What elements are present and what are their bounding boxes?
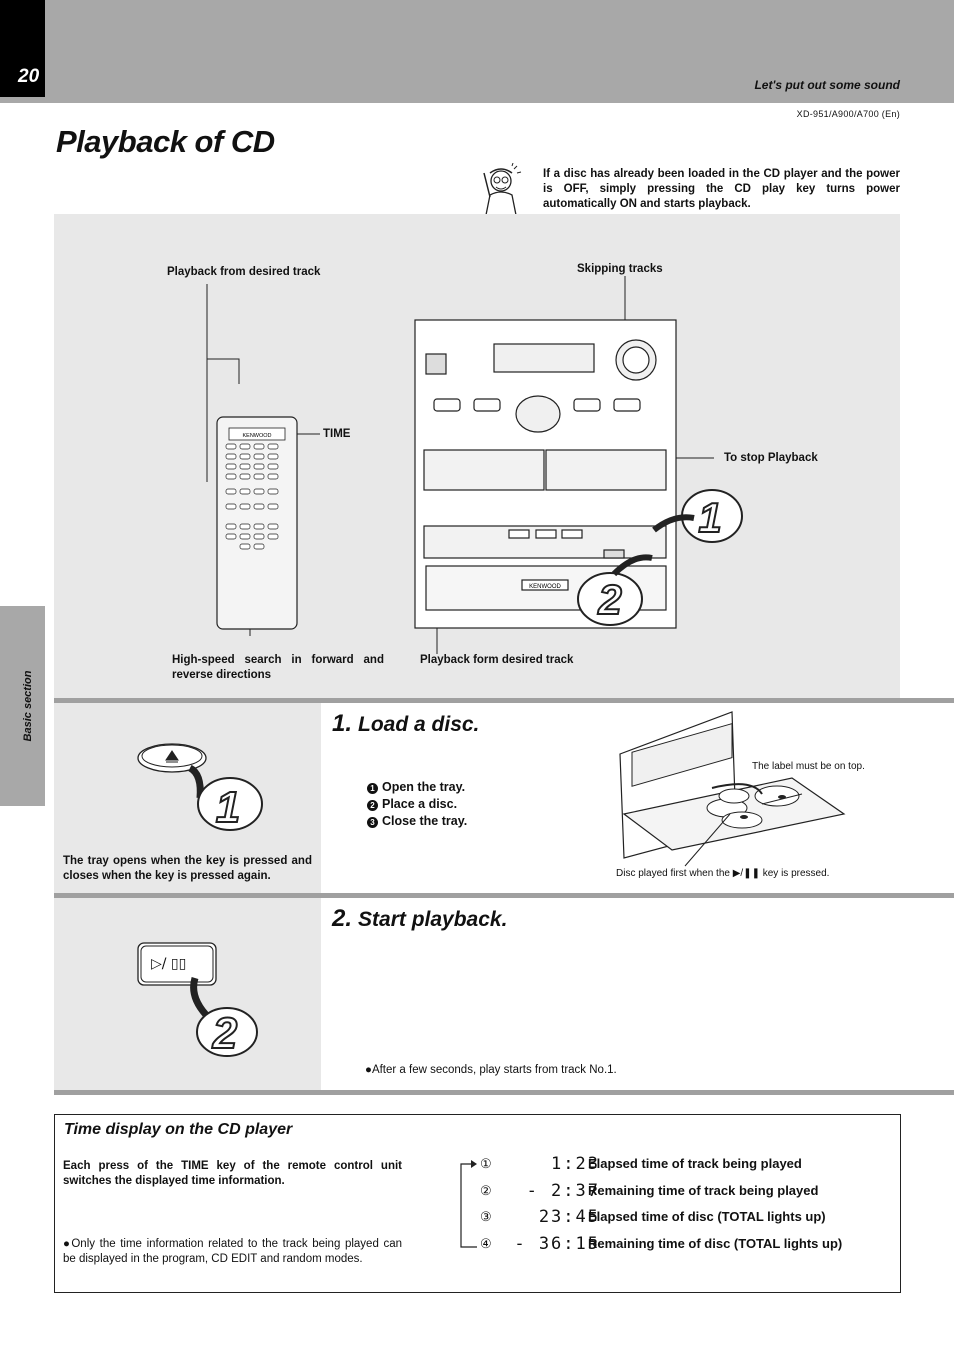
- callout-high-speed-search: High-speed search in forward and reverse directions: [172, 654, 384, 681]
- disc-tray-illustration: [612, 708, 902, 868]
- page-number: 20: [18, 66, 40, 87]
- page-title: Playback of CD: [56, 124, 275, 159]
- callout-playback-from-track: Playback from desired track: [167, 266, 321, 278]
- time-row: ③ 23:45 Elapsed time of disc (TOTAL lights up): [480, 1207, 826, 1227]
- callout-skipping-tracks: Skipping tracks: [577, 263, 663, 275]
- tray-caption: The tray opens when the key is pressed and closes when the key is pressed again.: [63, 855, 312, 882]
- step2-title: [332, 905, 507, 933]
- step1-title-text: Load a disc.: [358, 713, 480, 736]
- character-icon: [470, 163, 532, 215]
- list-item: 3 Close the tray.: [367, 813, 467, 830]
- diagram-panel: [54, 214, 900, 699]
- svg-text:2: 2: [598, 576, 622, 623]
- callout-playback-form: Playback form desired track: [420, 654, 574, 666]
- divider: [54, 1090, 954, 1095]
- time-row: ② - 2:37 Remaining time of track being played: [480, 1181, 819, 1201]
- side-section-label: Basic section: [22, 670, 34, 742]
- svg-text:KENWOOD: KENWOOD: [529, 584, 561, 590]
- label-on-top-note: The label must be on top.: [752, 761, 865, 772]
- step2-title-text: Start playback.: [358, 908, 508, 931]
- time-display-note: ●Only the time information related to the track being played can be displayed in the program, CD EDIT and random modes.: [63, 1238, 402, 1265]
- svg-text:1: 1: [698, 494, 722, 541]
- svg-text:KENWOOD: KENWOOD: [242, 433, 272, 439]
- power-note: If a disc has already been loaded in the CD player and the power is OFF, simply pressing the CD play key turns power automatically ON and starts playback.: [543, 168, 900, 210]
- list-item: 1 Open the tray.: [367, 779, 467, 796]
- step1-title: [332, 710, 479, 738]
- svg-text:2: 2: [212, 1009, 238, 1058]
- section-title: Let's put out some sound: [754, 78, 900, 92]
- time-row: ① 1:23 Elapsed time of track being played: [480, 1154, 802, 1174]
- cycle-arrow: [457, 1159, 481, 1251]
- callout-to-stop: To stop Playback: [724, 452, 818, 464]
- time-display-description: Each press of the TIME key of the remote control unit switches the displayed time information.: [63, 1160, 402, 1187]
- step1-number: 1.: [332, 710, 353, 737]
- play-pause-icon: ▷/ ▯▯: [151, 956, 187, 972]
- model-number: XD-951/A900/A700 (En): [796, 109, 900, 119]
- list-item: 2 Place a disc.: [367, 796, 467, 813]
- playback-note: ●After a few seconds, play starts from track No.1.: [365, 1064, 617, 1076]
- time-display-title: Time display on the CD player: [64, 1121, 293, 1138]
- disc-played-first-note: Disc played first when the ▶/❚❚ key is pressed.: [616, 868, 830, 879]
- callout-time: TIME: [323, 428, 351, 440]
- time-display-box: [54, 1114, 901, 1293]
- svg-text:1: 1: [215, 783, 241, 832]
- step2-number: 2.: [332, 905, 353, 932]
- eject-button-illustration: [130, 738, 280, 838]
- main-unit: [415, 320, 676, 628]
- step1-substeps: [367, 779, 467, 830]
- time-row: ④ - 36:15 Remaining time of disc (TOTAL lights up): [480, 1234, 843, 1254]
